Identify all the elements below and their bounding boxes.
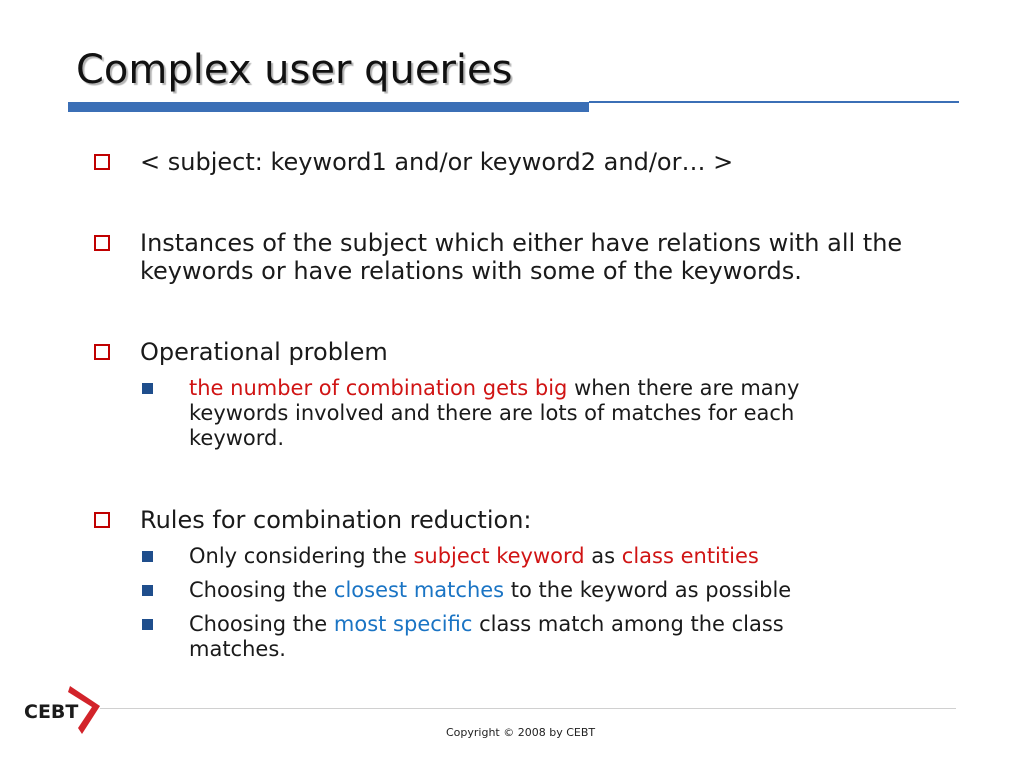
- hollow-square-bullet-icon: [94, 235, 110, 251]
- hollow-square-bullet-icon: [94, 344, 110, 360]
- sub-bullet-text: when there are many keywords involved and there are lots of matches for each keyword.: [189, 376, 800, 450]
- sub-bullet-item: [140, 544, 889, 569]
- bullet-item: [92, 506, 922, 671]
- sub-bullet-item: [140, 578, 889, 603]
- title-underline-thin: [589, 101, 959, 103]
- sub-bullet-list: [92, 544, 922, 662]
- filled-square-bullet-icon: [142, 619, 153, 630]
- bullet-item: [92, 229, 922, 285]
- copyright-text: Copyright © 2008 by CEBT: [446, 726, 596, 739]
- sub-bullet-text: Only considering the: [189, 544, 414, 568]
- bullet-text: Operational problem: [140, 338, 388, 366]
- bullet-text: Rules for combination reduction:: [140, 506, 532, 534]
- sub-bullet-text: to the keyword as possible: [504, 578, 792, 602]
- sub-bullet-text: class match among the class matches.: [189, 612, 784, 661]
- sub-bullet-text: as: [584, 544, 622, 568]
- slide-title: Complex user queries: [76, 47, 513, 93]
- highlight-text-red: class entities: [621, 544, 759, 568]
- highlight-text-blue: closest matches: [333, 578, 505, 602]
- hollow-square-bullet-icon: [94, 512, 110, 528]
- bullet-text: < subject: keyword1 and/or keyword2 and/or… >: [140, 148, 734, 176]
- filled-square-bullet-icon: [142, 585, 153, 596]
- bullet-item: [92, 148, 922, 176]
- sub-bullet-item: [140, 612, 869, 662]
- filled-square-bullet-icon: [142, 551, 153, 562]
- hollow-square-bullet-icon: [94, 154, 110, 170]
- highlight-text-blue: most specific: [333, 612, 473, 636]
- footer-divider: [100, 708, 956, 709]
- bullet-text: Instances of the subject which either have relations with all the keywords or have relations with some of the keywords.: [140, 229, 903, 285]
- filled-square-bullet-icon: [142, 383, 153, 394]
- logo-text: CEBT: [24, 701, 79, 723]
- highlight-text-red: subject keyword: [413, 544, 585, 568]
- cebt-logo: [22, 680, 102, 736]
- sub-bullet-text: Choosing the: [189, 612, 334, 636]
- bullet-item: [92, 338, 922, 460]
- title-underline-thick: [68, 102, 589, 112]
- sub-bullet-list: [92, 376, 922, 451]
- highlight-text-red: the number of combination gets big: [189, 376, 568, 400]
- sub-bullet-text: Choosing the: [189, 578, 334, 602]
- sub-bullet-item: [140, 376, 889, 451]
